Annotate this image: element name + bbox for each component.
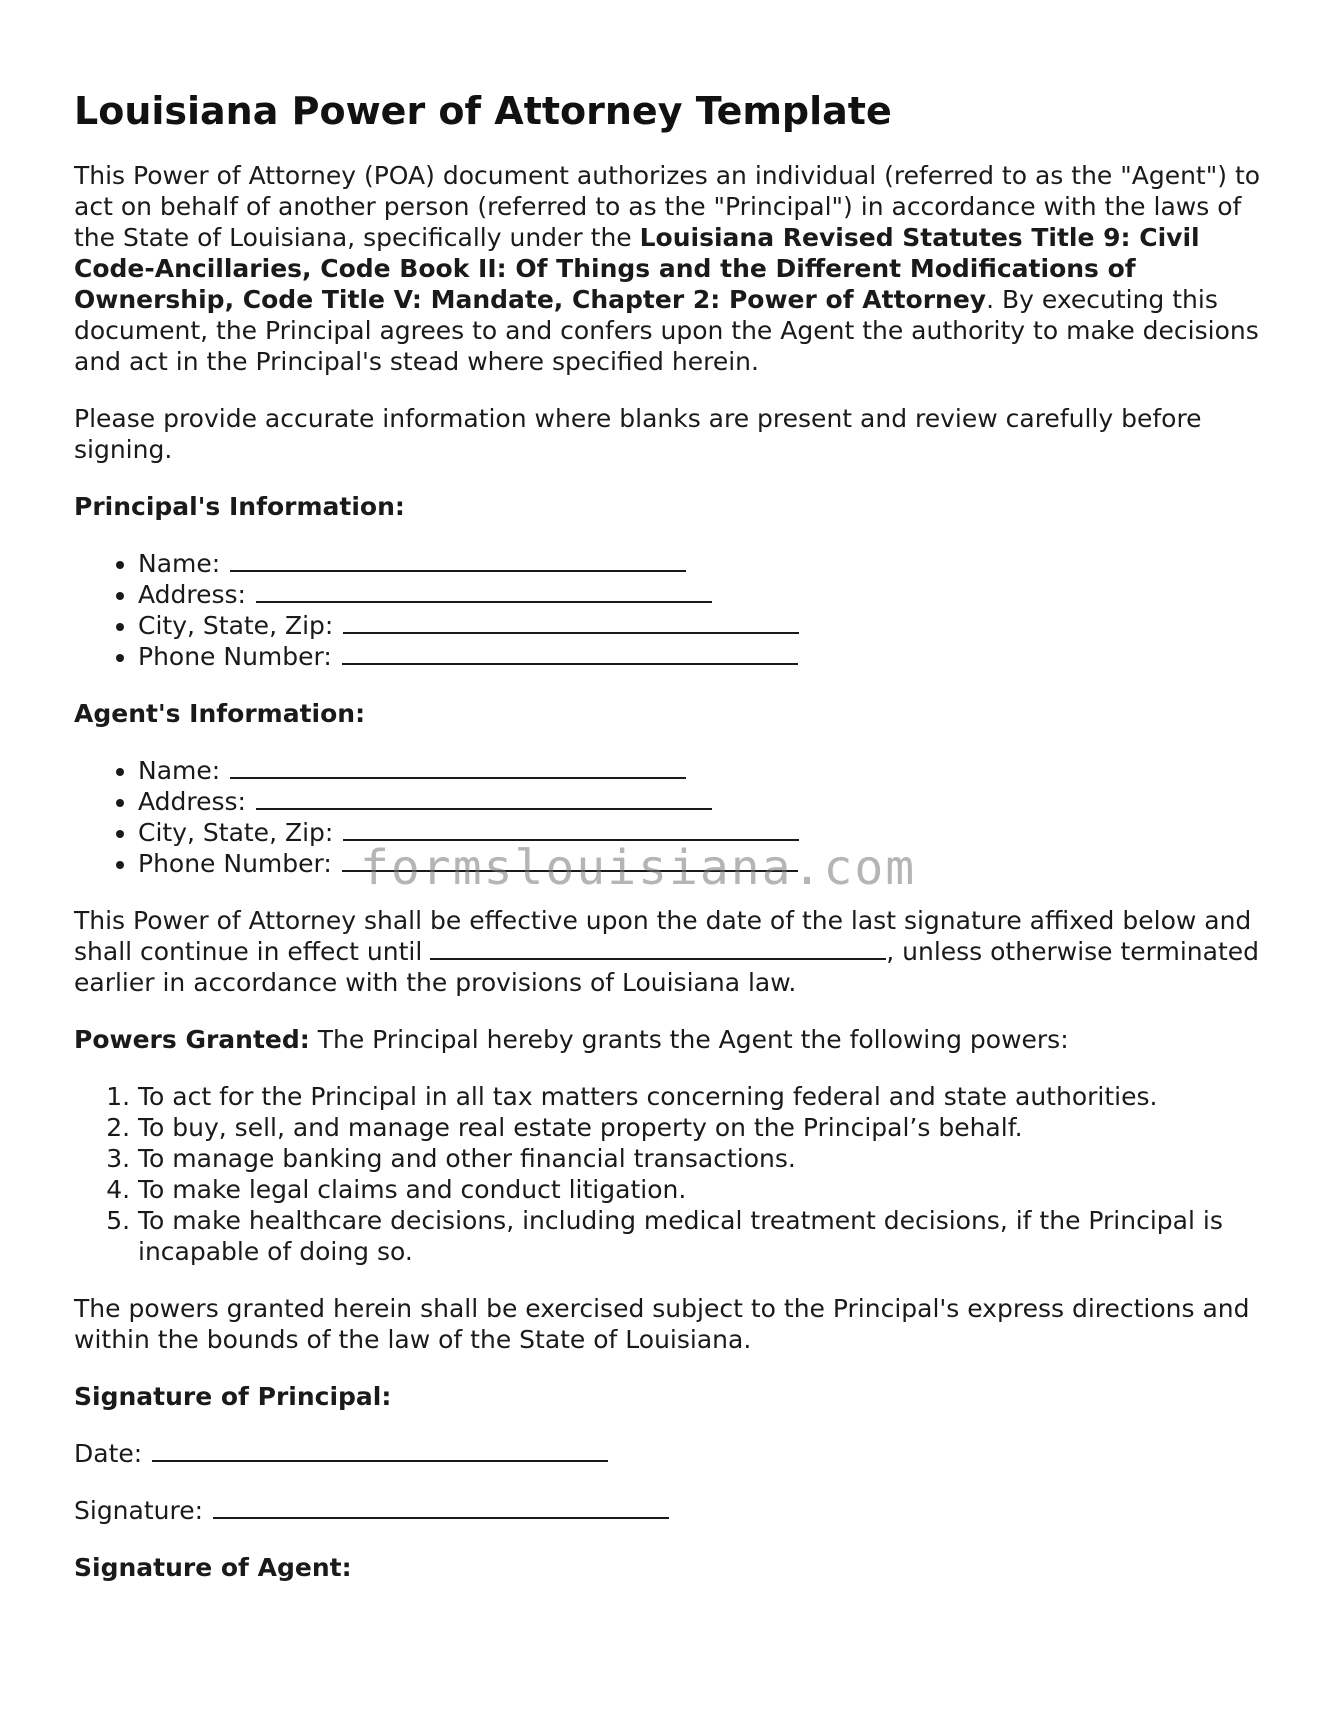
agent-phone-item [138,848,1264,879]
principal-city-label: City, State, Zip: [138,611,334,640]
agent-address-blank[interactable] [256,786,712,810]
principal-address-blank[interactable] [256,579,712,603]
effective-text-before: This Power of Attorney shall be effective upon the date of the last signature affixed below and shall continue in effect until [74,906,1252,966]
principal-phone-item [138,641,1264,672]
principal-address-label: Address: [138,580,246,609]
effective-until-blank[interactable] [430,936,886,960]
power-item: 5. To make healthcare decisions, including medical treatment decisions, if the Principal is incapable of doing so. [138,1205,1264,1267]
agent-city-item [138,817,1264,848]
principal-date-blank[interactable] [152,1438,608,1462]
agent-phone-label: Phone Number: [138,849,332,878]
agent-phone-blank[interactable] [342,848,798,872]
agent-name-item [138,755,1264,786]
agent-info-list [74,755,1264,879]
principal-date-label: Date: [74,1439,143,1468]
principal-signature-line [74,1495,1264,1526]
instructions-paragraph: Please provide accurate information where blanks are present and review carefully before signing. [74,404,1202,464]
principal-address-item [138,579,1264,610]
agent-address-label: Address: [138,787,246,816]
powers-paragraph [74,1024,1264,1055]
agent-city-blank[interactable] [343,817,799,841]
power-item: 1. To act for the Principal in all tax matters concerning federal and state authorities. [138,1081,1264,1112]
principal-phone-label: Phone Number: [138,642,332,671]
power-item: 3. To manage banking and other financial transactions. [138,1143,1264,1174]
powers-note: The powers granted herein shall be exercised subject to the Principal's express directions and within the bounds of the law of the State of Louisiana. [74,1294,1250,1354]
agent-city-label: City, State, Zip: [138,818,334,847]
agent-name-blank[interactable] [230,755,686,779]
principal-signature-label: Signature: [74,1496,204,1525]
principal-name-label: Name: [138,549,221,578]
principal-date-line [74,1438,1264,1469]
watermark: formslouisiana.com [360,840,917,896]
intro-text-before: This Power of Attorney (POA) document authorizes an individual (referred to as the "Agent") to act on behalf of another person (referred to as the "Principal") in accordance with the laws of the State of Louisiana, specifically under the [74,161,1261,252]
principal-name-blank[interactable] [230,548,686,572]
agent-signature-heading: Signature of Agent: [74,1553,352,1582]
principal-phone-blank[interactable] [342,641,798,665]
effective-paragraph [74,905,1264,998]
intro-paragraph [74,160,1264,377]
document-page [74,88,1264,1609]
principal-info-heading: Principal's Information: [74,492,405,521]
effective-text-after: , unless otherwise terminated earlier in accordance with the provisions of Louisiana law. [74,937,1260,997]
powers-label: Powers Granted: [74,1025,310,1054]
agent-name-label: Name: [138,756,221,785]
power-item: 2. To buy, sell, and manage real estate property on the Principal’s behalf. [138,1112,1264,1143]
principal-info-list [74,548,1264,672]
power-item: 4. To make legal claims and conduct litigation. [138,1174,1264,1205]
principal-signature-blank[interactable] [213,1495,669,1519]
page-title: Louisiana Power of Attorney Template [74,89,892,133]
principal-signature-heading: Signature of Principal: [74,1382,392,1411]
principal-city-item [138,610,1264,641]
intro-text-after: . By executing this document, the Principal agrees to and confers upon the Agent the authority to make decisions and act in the Principal's stead where specified herein. [74,285,1259,376]
statute-reference: Louisiana Revised Statutes Title 9: Civil Code-Ancillaries, Code Book II: Of Things and the Different Modifications of Ownership, Code Title V: Mandate, Chapter 2: Power of Attorney [74,223,1200,314]
principal-city-blank[interactable] [343,610,799,634]
principal-name-item [138,548,1264,579]
powers-list [74,1081,1264,1267]
agent-address-item [138,786,1264,817]
powers-lead: The Principal hereby grants the Agent the following powers: [309,1025,1069,1054]
agent-info-heading: Agent's Information: [74,699,366,728]
